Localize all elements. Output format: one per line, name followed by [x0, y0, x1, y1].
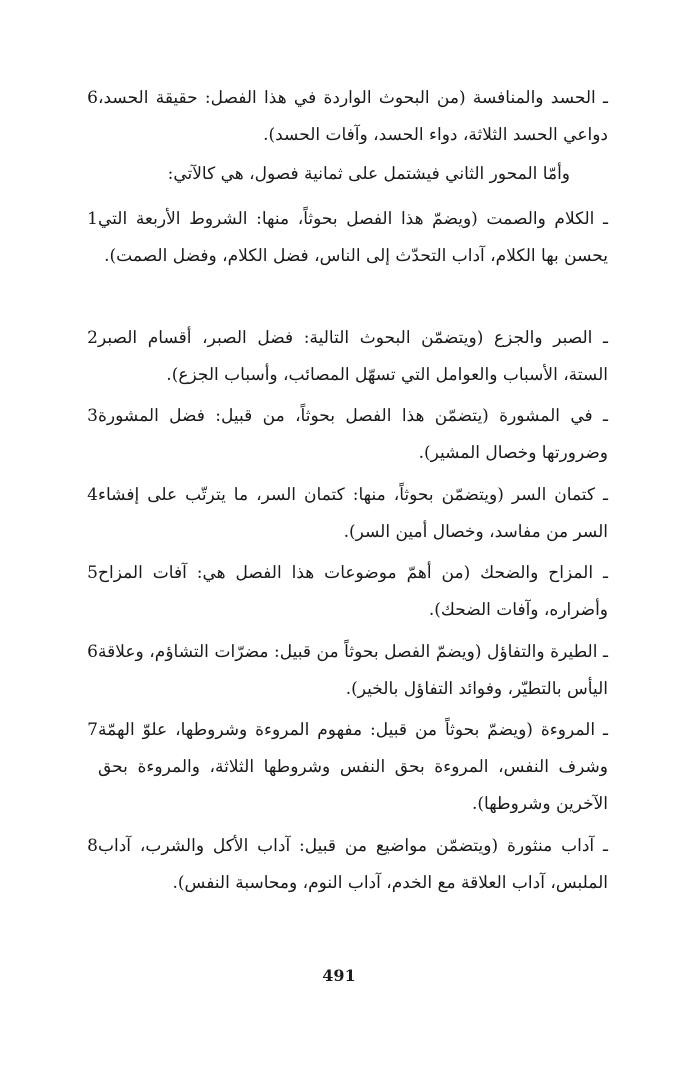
item-text: ـ كتمان السر (ويتضمّن بحوثاً، منها: كتمان السر، ما يترتّب على إفشاء السر من مفاسد، وخصال أمين السر). [98, 485, 608, 542]
section-intro: وأمّا المحور الثاني فيشتمل على ثمانية فصول، هي كالآتي: [167, 164, 570, 184]
item-number: 6 [87, 642, 98, 662]
list-item [70, 477, 610, 551]
item-text: ـ في المشورة (يتضمّن هذا الفصل بحوثاً، من قبيل: فضل المشورة وضرورتها وخصال المشير). [98, 406, 608, 463]
item-text: ـ الطيرة والتفاؤل (ويضمّ الفصل بحوثاً من قبيل: مضرّات التشاؤم، وعلاقة اليأس بالتطيّر، وفوائد التفاؤل بالخير). [98, 642, 608, 699]
list-item [70, 201, 610, 275]
item-text: ـ الصبر والجزع (ويتضمّن البحوث التالية: فضل الصبر، أقسام الصبر الستة، الأسباب والعوامل التي تسهّل المصائب، وأسباب الجزع). [98, 328, 608, 385]
item-text: ـ آداب منثورة (ويتضمّن مواضيع من قبيل: آداب الأكل والشرب، آداب الملبس، آداب العلاقة مع الخدم، آداب النوم، ومحاسبة النفس). [98, 836, 608, 893]
item-number: 8 [87, 836, 98, 856]
item-number: 2 [87, 328, 98, 348]
list-item [70, 712, 610, 823]
list-item [70, 80, 610, 154]
item-text: ـ الكلام والصمت (ويضمّ هذا الفصل بحوثاً، منها: الشروط الأربعة التي يحسن بها الكلام، آداب التحدّث إلى الناس، فضل الكلام، وفضل الصمت). [98, 209, 608, 266]
list-item [70, 555, 610, 629]
item-number: 7 [87, 720, 98, 740]
list-item [70, 634, 610, 708]
item-number: 3 [87, 406, 98, 426]
item-number: 5 [87, 563, 98, 583]
list-item [70, 828, 610, 902]
page-number: 491 [322, 966, 356, 985]
item-number: 1 [87, 209, 98, 229]
item-text: ـ المزاح والضحك (من أهمّ موضوعات هذا الفصل هي: آفات المزاح وأضراره، وآفات الضحك). [98, 563, 608, 620]
item-number: 6 [87, 88, 98, 108]
item-number: 4 [87, 485, 98, 505]
item-text: ـ المروءة (ويضمّ بحوثاً من قبيل: مفهوم المروءة وشروطها، علوّ الهمّة وشرف النفس، المروءة بحق النفس وشروطها الثلاثة، والمروءة بحق الآخرين وشروطها). [98, 720, 608, 814]
list-item [70, 320, 610, 394]
item-text: ـ الحسد والمنافسة (من البحوث الواردة في هذا الفصل: حقيقة الحسد، دواعي الحسد الثلاثة، دواء الحسد، وآفات الحسد). [98, 88, 608, 145]
list-item [70, 398, 610, 472]
